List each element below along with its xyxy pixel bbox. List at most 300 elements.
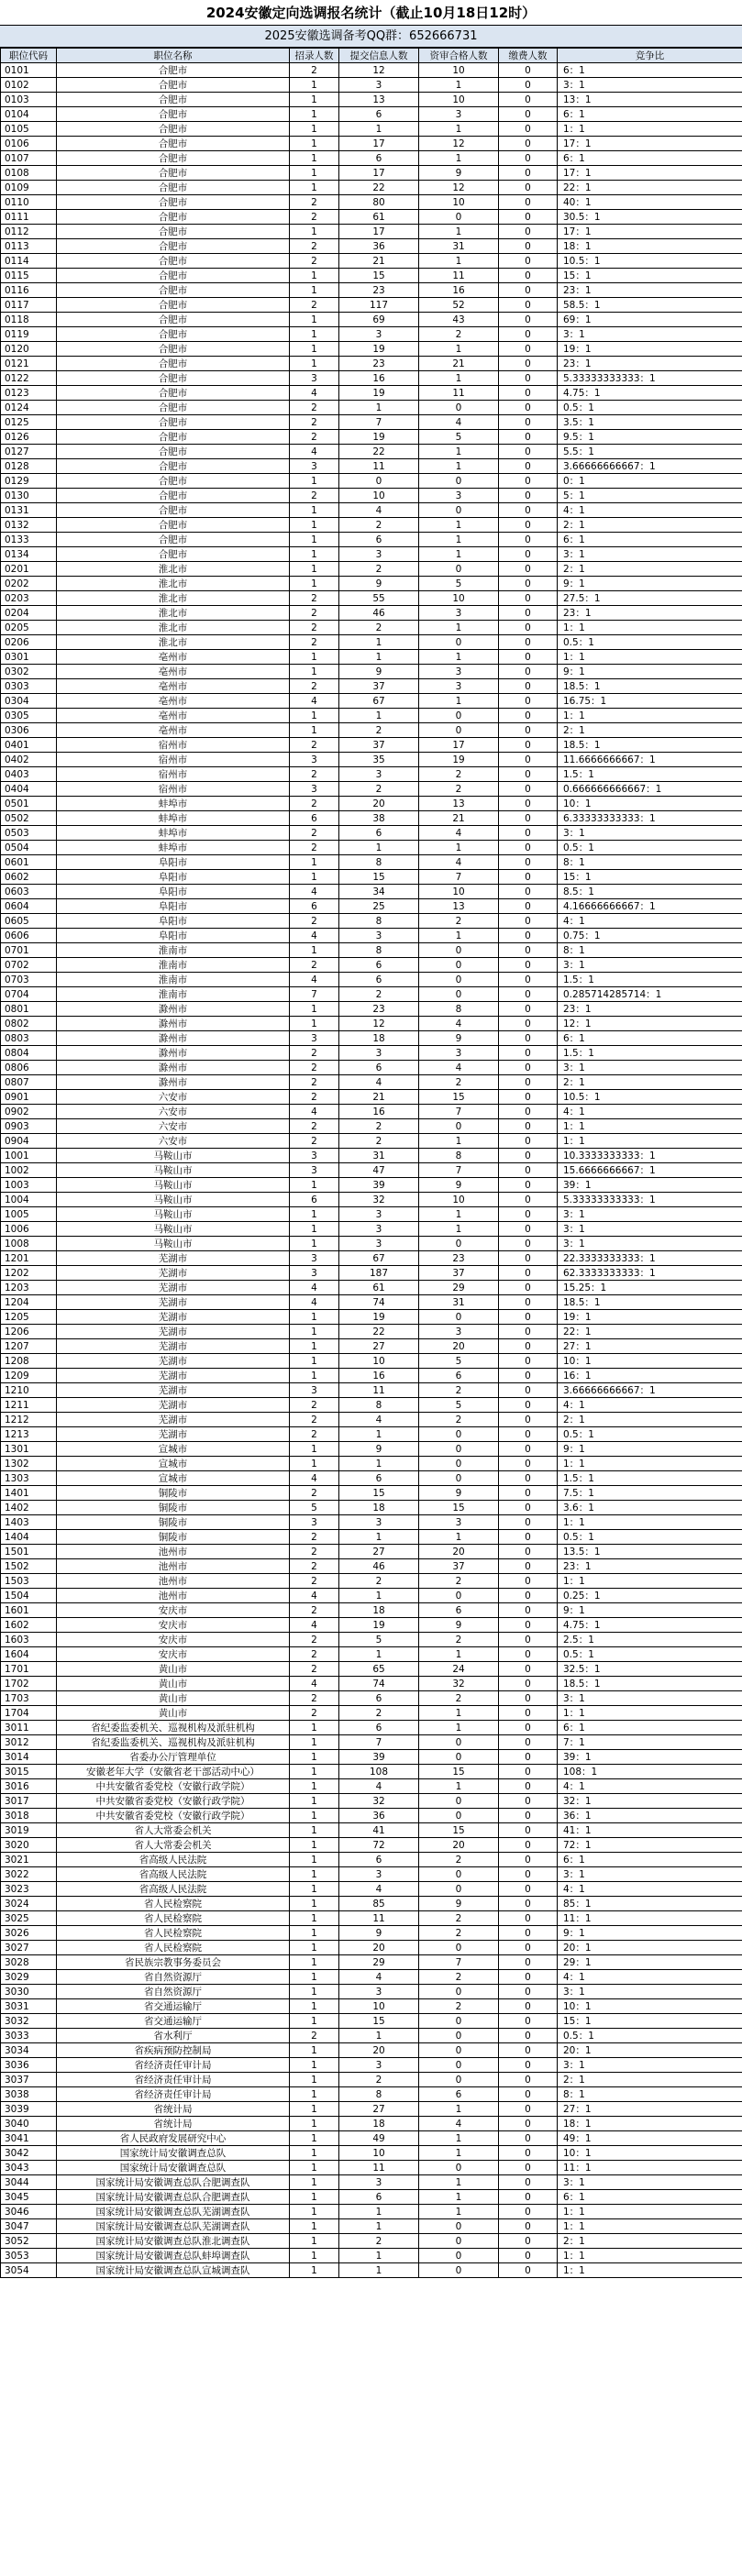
cell-code: 3014 [1,1750,57,1765]
cell-paid: 0 [499,239,558,254]
cell-quota: 1 [290,1325,339,1339]
cell-quota: 1 [290,1823,339,1838]
cell-name: 合肥市 [57,430,290,445]
table-row [1,1618,742,1633]
cell-submitted: 31 [339,1149,419,1163]
table-row [1,1926,742,1941]
cell-code: 0503 [1,826,57,841]
table-row [1,1515,742,1530]
table-row [1,679,742,694]
cell-ratio: 22：1 [558,1325,742,1339]
cell-code: 3023 [1,1882,57,1897]
cell-paid: 0 [499,2058,558,2073]
cell-submitted: 67 [339,694,419,709]
cell-code: 1206 [1,1325,57,1339]
cell-ratio: 2：1 [558,1413,742,1427]
cell-paid: 0 [499,1207,558,1222]
cell-ratio: 18.5：1 [558,679,742,694]
cell-submitted: 8 [339,914,419,929]
cell-ratio: 7.5：1 [558,1486,742,1501]
cell-name: 六安市 [57,1090,290,1105]
cell-code: 0129 [1,474,57,489]
cell-qualified: 1 [419,2190,499,2205]
cell-code: 0130 [1,489,57,503]
cell-name: 阜阳市 [57,929,290,943]
table-row [1,635,742,650]
cell-qualified: 4 [419,855,499,870]
cell-ratio: 32：1 [558,1794,742,1809]
cell-paid: 0 [499,1515,558,1530]
cell-quota: 1 [290,2146,339,2161]
cell-quota: 2 [290,489,339,503]
cell-qualified: 16 [419,283,499,298]
cell-name: 六安市 [57,1105,290,1119]
cell-paid: 0 [499,2234,558,2249]
cell-name: 滁州市 [57,1046,290,1061]
cell-ratio: 32.5：1 [558,1662,742,1677]
cell-name: 合肥市 [57,225,290,239]
cell-ratio: 1：1 [558,122,742,137]
cell-quota: 1 [290,1457,339,1471]
cell-code: 3053 [1,2249,57,2263]
cell-quota: 1 [290,943,339,958]
cell-code: 0203 [1,591,57,606]
cell-quota: 1 [290,2058,339,2073]
cell-ratio: 4.16666666667：1 [558,899,742,914]
cell-paid: 0 [499,210,558,225]
cell-quota: 1 [290,2087,339,2102]
cell-paid: 0 [499,899,558,914]
cell-code: 0111 [1,210,57,225]
cell-qualified: 0 [419,1735,499,1750]
cell-paid: 0 [499,1603,558,1618]
cell-quota: 2 [290,1574,339,1589]
table-row [1,151,742,166]
cell-quota: 1 [290,78,339,93]
table-row [1,2102,742,2117]
cell-qualified: 1 [419,1706,499,1721]
cell-paid: 0 [499,958,558,973]
cell-qualified: 2 [419,1911,499,1926]
cell-quota: 3 [290,1266,339,1281]
cell-qualified: 37 [419,1559,499,1574]
cell-qualified: 0 [419,210,499,225]
cell-paid: 0 [499,2161,558,2175]
table-row [1,1677,742,1691]
cell-quota: 2 [290,1134,339,1149]
cell-qualified: 1 [419,650,499,665]
cell-quota: 1 [290,137,339,151]
cell-name: 合肥市 [57,313,290,327]
cell-qualified: 20 [419,1545,499,1559]
cell-paid: 0 [499,1677,558,1691]
cell-name: 合肥市 [57,327,290,342]
cell-paid: 0 [499,1735,558,1750]
cell-paid: 0 [499,2043,558,2058]
table-row [1,855,742,870]
cell-submitted: 6 [339,826,419,841]
cell-name: 淮北市 [57,635,290,650]
cell-quota: 1 [290,122,339,137]
cell-code: 0101 [1,63,57,78]
cell-ratio: 29：1 [558,1955,742,1970]
cell-paid: 0 [499,1823,558,1838]
cell-qualified: 0 [419,1119,499,1134]
table-row [1,1369,742,1383]
cell-code: 3012 [1,1735,57,1750]
cell-submitted: 117 [339,298,419,313]
cell-qualified: 0 [419,2043,499,2058]
cell-paid: 0 [499,1955,558,1970]
cell-paid: 0 [499,1457,558,1471]
cell-ratio: 40：1 [558,195,742,210]
cell-ratio: 1：1 [558,621,742,635]
cell-ratio: 1：1 [558,2249,742,2263]
cell-submitted: 7 [339,415,419,430]
cell-code: 0113 [1,239,57,254]
cell-name: 马鞍山市 [57,1163,290,1178]
cell-quota: 2 [290,738,339,753]
cell-quota: 7 [290,987,339,1002]
cell-name: 合肥市 [57,122,290,137]
cell-ratio: 0.75：1 [558,929,742,943]
cell-quota: 1 [290,269,339,283]
cell-submitted: 46 [339,606,419,621]
cell-name: 省自然资源厅 [57,1985,290,1999]
cell-qualified: 1 [419,1530,499,1545]
cell-submitted: 61 [339,210,419,225]
cell-qualified: 5 [419,577,499,591]
table-row [1,1662,742,1677]
cell-qualified: 2 [419,1383,499,1398]
cell-quota: 2 [290,1633,339,1647]
cell-qualified: 1 [419,841,499,855]
cell-code: 1302 [1,1457,57,1471]
cell-qualified: 0 [419,562,499,577]
cell-submitted: 16 [339,371,419,386]
cell-paid: 0 [499,1838,558,1853]
cell-qualified: 2 [419,1853,499,1867]
cell-ratio: 30.5：1 [558,210,742,225]
cell-qualified: 2 [419,767,499,782]
cell-submitted: 3 [339,1222,419,1237]
cell-paid: 0 [499,1178,558,1193]
cell-code: 1207 [1,1339,57,1354]
cell-code: 0124 [1,401,57,415]
cell-paid: 0 [499,797,558,811]
cell-name: 合肥市 [57,401,290,415]
cell-ratio: 9：1 [558,1926,742,1941]
cell-quota: 1 [290,562,339,577]
table-row [1,1031,742,1046]
cell-submitted: 11 [339,1383,419,1398]
cell-name: 淮北市 [57,606,290,621]
cell-submitted: 2 [339,1574,419,1589]
cell-qualified: 5 [419,1398,499,1413]
cell-submitted: 15 [339,870,419,885]
cell-qualified: 1 [419,1647,499,1662]
cell-code: 0902 [1,1105,57,1119]
cell-ratio: 1：1 [558,2219,742,2234]
table-row [1,1105,742,1119]
table-row [1,767,742,782]
cell-code: 0110 [1,195,57,210]
table-row [1,929,742,943]
cell-name: 马鞍山市 [57,1237,290,1251]
cell-submitted: 3 [339,1867,419,1882]
cell-name: 省人民检察院 [57,1897,290,1911]
cell-paid: 0 [499,1105,558,1119]
header-row [1,49,742,63]
cell-name: 芜湖市 [57,1398,290,1413]
table-row [1,269,742,283]
cell-submitted: 6 [339,1061,419,1075]
cell-qualified: 0 [419,1809,499,1823]
cell-name: 合肥市 [57,298,290,313]
cell-paid: 0 [499,1985,558,1999]
cell-paid: 0 [499,1970,558,1985]
cell-submitted: 3 [339,1207,419,1222]
cell-code: 0123 [1,386,57,401]
cell-paid: 0 [499,1589,558,1603]
cell-paid: 0 [499,1061,558,1075]
table-row [1,1413,742,1427]
cell-ratio: 2：1 [558,2234,742,2249]
cell-name: 铜陵市 [57,1486,290,1501]
cell-quota: 2 [290,210,339,225]
cell-name: 黄山市 [57,1706,290,1721]
cell-code: 0205 [1,621,57,635]
cell-name: 安庆市 [57,1633,290,1647]
cell-paid: 0 [499,1779,558,1794]
cell-submitted: 1 [339,1427,419,1442]
cell-code: 3029 [1,1970,57,1985]
cell-name: 芜湖市 [57,1266,290,1281]
cell-qualified: 15 [419,1501,499,1515]
cell-code: 3046 [1,2205,57,2219]
cell-code: 0104 [1,107,57,122]
table-row [1,2131,742,2146]
cell-name: 国家统计局安徽调查总队宣城调查队 [57,2263,290,2278]
cell-quota: 1 [290,327,339,342]
cell-submitted: 38 [339,811,419,826]
cell-code: 1301 [1,1442,57,1457]
cell-qualified: 0 [419,2263,499,2278]
cell-ratio: 9.5：1 [558,430,742,445]
cell-ratio: 4：1 [558,1970,742,1985]
cell-paid: 0 [499,1017,558,1031]
cell-qualified: 0 [419,2161,499,2175]
cell-submitted: 12 [339,1017,419,1031]
cell-name: 省纪委监委机关、巡视机构及派驻机构 [57,1735,290,1750]
cell-name: 芜湖市 [57,1251,290,1266]
cell-ratio: 6：1 [558,63,742,78]
cell-ratio: 3.66666666667：1 [558,459,742,474]
cell-name: 亳州市 [57,650,290,665]
cell-paid: 0 [499,1222,558,1237]
cell-paid: 0 [499,298,558,313]
cell-name: 淮南市 [57,943,290,958]
cell-qualified: 2 [419,1574,499,1589]
cell-code: 1001 [1,1149,57,1163]
cell-qualified: 9 [419,1897,499,1911]
table-row [1,1955,742,1970]
cell-qualified: 1 [419,2175,499,2190]
cell-code: 0109 [1,181,57,195]
cell-qualified: 0 [419,2073,499,2087]
cell-qualified: 0 [419,987,499,1002]
table-row [1,738,742,753]
table-row [1,621,742,635]
cell-quota: 2 [290,298,339,313]
cell-quota: 1 [290,342,339,357]
cell-code: 3043 [1,2161,57,2175]
cell-paid: 0 [499,1295,558,1310]
cell-qualified: 5 [419,1354,499,1369]
cell-paid: 0 [499,1281,558,1295]
cell-code: 3032 [1,2014,57,2029]
cell-qualified: 0 [419,723,499,738]
cell-ratio: 2：1 [558,518,742,533]
cell-quota: 2 [290,679,339,694]
cell-paid: 0 [499,1662,558,1677]
cell-code: 0703 [1,973,57,987]
sheet-title: 2024安徽定向选调报名统计（截止10月18日12时） [0,0,742,26]
cell-ratio: 3.66666666667：1 [558,1383,742,1398]
cell-quota: 4 [290,1618,339,1633]
registration-table [0,48,742,2278]
cell-name: 淮北市 [57,621,290,635]
cell-ratio: 20：1 [558,1941,742,1955]
cell-code: 1403 [1,1515,57,1530]
cell-ratio: 2：1 [558,562,742,577]
cell-qualified: 9 [419,1618,499,1633]
cell-quota: 3 [290,1383,339,1398]
cell-submitted: 25 [339,899,419,914]
cell-ratio: 8：1 [558,2087,742,2102]
cell-ratio: 1.5：1 [558,1046,742,1061]
table-row [1,386,742,401]
cell-name: 芜湖市 [57,1295,290,1310]
cell-submitted: 2 [339,1119,419,1134]
cell-quota: 1 [290,2073,339,2087]
table-row [1,371,742,386]
cell-name: 中共安徽省委党校（安徽行政学院） [57,1779,290,1794]
cell-quota: 1 [290,1867,339,1882]
cell-qualified: 1 [419,533,499,547]
cell-paid: 0 [499,2014,558,2029]
cell-qualified: 1 [419,1779,499,1794]
cell-qualified: 2 [419,327,499,342]
header-code: 职位代码 [1,49,57,63]
cell-quota: 2 [290,1061,339,1075]
header-submitted: 提交信息人数 [339,49,419,63]
cell-code: 0201 [1,562,57,577]
cell-paid: 0 [499,225,558,239]
cell-quota: 1 [290,1794,339,1809]
cell-qualified: 1 [419,122,499,137]
cell-paid: 0 [499,2146,558,2161]
cell-paid: 0 [499,518,558,533]
cell-submitted: 8 [339,1398,419,1413]
cell-name: 合肥市 [57,459,290,474]
cell-qualified: 2 [419,1413,499,1427]
cell-name: 池州市 [57,1559,290,1574]
table-row [1,1603,742,1618]
table-row [1,1530,742,1545]
table-row [1,2014,742,2029]
cell-code: 1003 [1,1178,57,1193]
cell-quota: 1 [290,1222,339,1237]
table-row [1,1457,742,1471]
cell-paid: 0 [499,283,558,298]
cell-code: 3017 [1,1794,57,1809]
table-row [1,415,742,430]
cell-name: 合肥市 [57,547,290,562]
cell-code: 0125 [1,415,57,430]
cell-name: 淮北市 [57,591,290,606]
cell-paid: 0 [499,2175,558,2190]
table-row [1,1691,742,1706]
cell-paid: 0 [499,2263,558,2278]
cell-submitted: 9 [339,665,419,679]
table-row [1,1970,742,1985]
table-row [1,709,742,723]
cell-ratio: 0.5：1 [558,635,742,650]
cell-quota: 1 [290,1897,339,1911]
cell-paid: 0 [499,1090,558,1105]
cell-paid: 0 [499,137,558,151]
cell-submitted: 9 [339,577,419,591]
cell-code: 1004 [1,1193,57,1207]
table-row [1,1163,742,1178]
cell-qualified: 19 [419,753,499,767]
cell-code: 0402 [1,753,57,767]
cell-quota: 2 [290,635,339,650]
cell-submitted: 2 [339,518,419,533]
cell-submitted: 1 [339,1647,419,1662]
cell-ratio: 6：1 [558,1721,742,1735]
cell-ratio: 10.5：1 [558,254,742,269]
cell-code: 0903 [1,1119,57,1134]
cell-paid: 0 [499,1266,558,1281]
cell-code: 1501 [1,1545,57,1559]
cell-paid: 0 [499,1867,558,1882]
cell-quota: 4 [290,1589,339,1603]
cell-name: 省统计局 [57,2117,290,2131]
cell-ratio: 2.5：1 [558,1633,742,1647]
cell-code: 1702 [1,1677,57,1691]
cell-quota: 2 [290,430,339,445]
cell-ratio: 5：1 [558,489,742,503]
cell-ratio: 0.25：1 [558,1589,742,1603]
cell-paid: 0 [499,679,558,694]
table-row [1,1765,742,1779]
cell-quota: 1 [290,870,339,885]
cell-quota: 1 [290,1442,339,1457]
cell-paid: 0 [499,870,558,885]
cell-code: 0807 [1,1075,57,1090]
cell-name: 合肥市 [57,210,290,225]
table-row [1,2190,742,2205]
cell-submitted: 27 [339,1339,419,1354]
cell-name: 滁州市 [57,1017,290,1031]
cell-paid: 0 [499,415,558,430]
cell-paid: 0 [499,2117,558,2131]
cell-quota: 1 [290,855,339,870]
cell-name: 国家统计局安徽调查总队芜湖调查队 [57,2219,290,2234]
cell-submitted: 15 [339,2014,419,2029]
